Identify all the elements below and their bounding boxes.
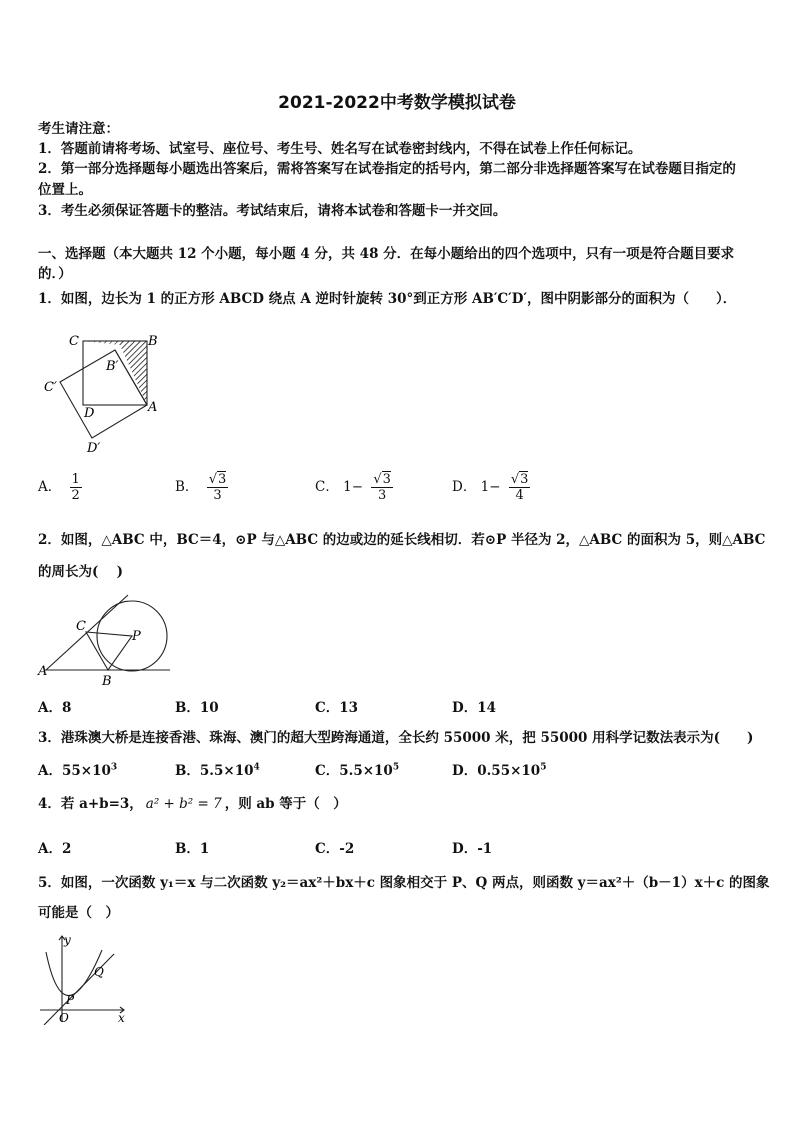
- q1-option-d-fraction: $\frac{√3}{4}$: [510, 472, 529, 503]
- q5-label-P: P: [66, 993, 75, 1007]
- q4-option-c[interactable]: C．-2: [315, 841, 355, 857]
- question-1-figure: [40, 328, 170, 458]
- q1-option-a-fraction: $\frac{1}{2}$: [71, 472, 80, 503]
- q1-option-c[interactable]: C． 1− $\frac{√3}{3}$: [315, 472, 391, 503]
- notice-heading: 考生请注意：: [38, 121, 119, 137]
- question-2-text: 2．如图，△ABC 中，BC＝4，⊙P 与△ABC 的边或边的延长线相切．若⊙P 半径为 2，△ABC 的面积为 5，则△ABC: [38, 532, 766, 548]
- q2-option-b[interactable]: B．10: [175, 700, 219, 716]
- q1-label-Cp: C′: [44, 380, 57, 395]
- q5-label-Q: Q: [94, 965, 104, 979]
- q3-option-d[interactable]: D．$0.55\times 10^5$: [452, 762, 547, 779]
- q1-option-c-label: C．: [315, 479, 339, 495]
- notice-item-1: 1．答题前请将考场、试室号、座位号、考生号、姓名写在试卷密封线内，不得在试卷上作任何标记。: [38, 141, 642, 157]
- question-5-text: 5．如图，一次函数 y₁＝x 与二次函数 y₂＝ax²＋bx＋c 图象相交于 P、Q 两点，则函数 y＝ax²＋（b－1）x＋c 的图象: [38, 875, 770, 891]
- question-2-figure: [36, 590, 176, 690]
- q1-option-d-label: D．: [452, 479, 477, 495]
- q5-label-y: y: [64, 933, 71, 947]
- q3-option-c[interactable]: C．$5.5\times 10^5$: [315, 762, 400, 779]
- notice-item-2-cont: 位置上。: [38, 182, 92, 198]
- q3-option-b[interactable]: B．$5.5\times 10^4$: [175, 762, 260, 779]
- question-1-options: [38, 472, 758, 512]
- q1-option-c-fraction: $\frac{√3}{3}$: [373, 472, 391, 503]
- question-5-figure: [36, 930, 136, 1025]
- q1-option-b-label: B．: [175, 479, 199, 495]
- q2-label-A: A: [38, 664, 48, 679]
- q1-option-b[interactable]: [175, 472, 228, 503]
- q5-label-x: x: [118, 1011, 125, 1025]
- q1-option-a-label: A．: [38, 479, 62, 495]
- q5-label-O: O: [59, 1011, 69, 1025]
- q2-label-B: B: [102, 674, 112, 689]
- q2-label-P: P: [132, 629, 141, 644]
- section-heading-cont: 的．）: [38, 266, 72, 282]
- question-1-text: 1．如图，边长为 1 的正方形 ABCD 绕点 A 逆时针旋转 30°到正方形 AB′C′D′，图中阴影部分的面积为（ ）．: [38, 291, 737, 307]
- notice-item-2: 2．第一部分选择题每小题选出答案后，需将答案写在试卷指定的括号内，第二部分非选择题答案写在试卷题目指定的: [38, 161, 736, 177]
- q4-option-a[interactable]: A．2: [38, 841, 72, 857]
- q1-option-a[interactable]: [38, 472, 82, 503]
- q4-option-d[interactable]: D．-1: [452, 841, 493, 857]
- q1-label-Bp: B′: [106, 359, 119, 374]
- q1-label-C: C: [69, 334, 79, 349]
- q1-option-b-fraction: $\frac{√3}{3}$: [208, 472, 227, 503]
- question-4-options: [38, 837, 758, 857]
- section-heading: 一、选择题（本大题共 12 个小题，每小题 4 分，共 48 分．在每小题给出的四个选项中，只有一项是符合题目要求: [38, 246, 735, 262]
- q1-label-Dp: D′: [87, 441, 101, 456]
- q2-option-c[interactable]: C．13: [315, 700, 359, 716]
- page-title: 2021-2022中考数学模拟试卷: [278, 93, 516, 113]
- question-3-options: [38, 759, 758, 779]
- q4-formula: a² + b² = 7: [145, 796, 222, 812]
- question-5-text-cont: 可能是（ ）: [38, 905, 119, 921]
- q1-option-d[interactable]: D． 1− $\frac{√3}{4}$: [452, 472, 529, 503]
- q3-option-a[interactable]: A．$55\times 10^3$: [38, 762, 118, 779]
- notice-item-3: 3．考生必须保证答题卡的整洁。考试结束后，请将本试卷和答题卡一并交回。: [38, 203, 507, 219]
- q4-option-b[interactable]: B．1: [175, 841, 210, 857]
- q2-option-a[interactable]: A．8: [38, 700, 72, 716]
- question-2-text-cont: 的周长为( ): [38, 564, 123, 580]
- q2-option-d[interactable]: D．14: [452, 700, 496, 716]
- question-4-text: 4．若 a+b=3， a² + b² = 7 ，则 ab 等于（ ）: [38, 796, 347, 812]
- q2-label-C: C: [76, 619, 86, 634]
- question-3-text: 3．港珠澳大桥是连接香港、珠海、澳门的超大型跨海通道，全长约 55000 米，把 55000 用科学记数法表示为( ): [38, 730, 754, 746]
- q1-label-D: D: [84, 406, 95, 421]
- q1-label-B: B: [148, 334, 158, 349]
- q1-label-A: A: [148, 400, 158, 415]
- question-2-options: [38, 696, 758, 716]
